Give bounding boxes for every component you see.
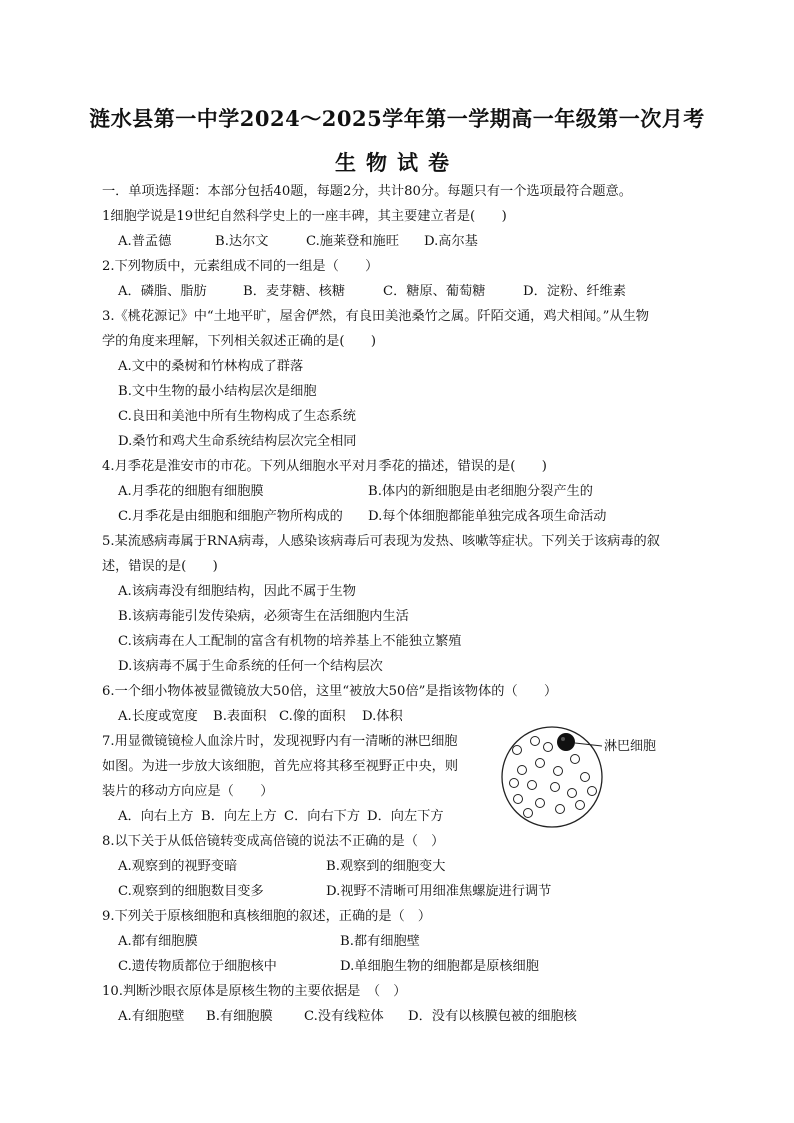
option: C.施莱登和施旺 xyxy=(306,234,399,249)
blood-cell xyxy=(571,755,580,764)
blood-cell xyxy=(554,767,563,776)
lymphocyte-texture xyxy=(561,737,565,741)
question-2-options xyxy=(118,283,626,301)
option: B.有细胞膜 xyxy=(206,1009,273,1024)
question-6-options xyxy=(118,708,403,726)
lymphocyte-cell xyxy=(557,733,575,751)
option: B.都有细胞壁 xyxy=(340,934,420,949)
question-7-stem-line-2: 如图。为进一步放大该细胞，首先应将其移至视野正中央，则 xyxy=(102,759,459,774)
question-9-stem: 9.下列关于原核细胞和真核细胞的叙述，正确的是（ ） xyxy=(102,909,432,924)
question-5-option-d: D.该病毒不属于生命系统的任何一个结构层次 xyxy=(118,659,383,674)
option: B.达尔文 xyxy=(215,234,269,249)
blood-cell xyxy=(576,801,585,810)
question-8-options-row-1 xyxy=(118,858,445,876)
option: C．向右下方 xyxy=(284,809,361,824)
option: D.体积 xyxy=(362,709,403,724)
question-3-option-b: B.文中生物的最小结构层次是细胞 xyxy=(118,384,317,399)
microscope-field-figure xyxy=(500,725,700,830)
question-5-option-c: C.该病毒在人工配制的富含有机物的培养基上不能独立繁殖 xyxy=(118,634,462,649)
question-4-options-row-1 xyxy=(118,483,593,501)
question-7-options xyxy=(118,808,444,826)
option: A.长度或宽度 xyxy=(118,709,198,724)
question-5-stem-line-1: 5.某流感病毒属于RNA病毒，人感染该病毒后可表现为发热、咳嗽等症状。下列关于该病毒的叙 xyxy=(102,534,660,549)
option: D.视野不清晰可用细准焦螺旋进行调节 xyxy=(326,884,552,899)
blood-cell xyxy=(518,766,527,775)
option: D.高尔基 xyxy=(424,234,478,249)
option: B.体内的新细胞是由老细胞分裂产生的 xyxy=(368,484,593,499)
question-3-option-a: A.文中的桑树和竹林构成了群落 xyxy=(118,359,304,374)
option: D．向左下方 xyxy=(367,809,444,824)
option: A．向右上方 xyxy=(118,809,194,824)
option: B．向左上方 xyxy=(201,809,277,824)
question-1-options xyxy=(118,233,478,251)
blood-cell xyxy=(510,779,519,788)
option: D．淀粉、纤维素 xyxy=(523,284,626,299)
option: A.普孟德 xyxy=(118,234,172,249)
option: B.观察到的细胞变大 xyxy=(326,859,446,874)
option: A.有细胞壁 xyxy=(118,1009,185,1024)
option: D.单细胞生物的细胞都是原核细胞 xyxy=(340,959,539,974)
option: C．糖原、葡萄糖 xyxy=(383,284,486,299)
option: B．麦芽糖、核糖 xyxy=(243,284,346,299)
question-9-options-row-1 xyxy=(118,933,420,951)
question-3-option-c: C.良田和美池中所有生物构成了生态系统 xyxy=(118,409,356,424)
option: C.遗传物质都位于细胞核中 xyxy=(118,959,277,974)
option: B.表面积 xyxy=(213,709,267,724)
question-3-stem-line-2: 学的角度来理解，下列相关叙述正确的是( ) xyxy=(102,334,377,349)
blood-cell xyxy=(528,781,537,790)
blood-cell xyxy=(544,743,553,752)
question-2-stem: 2.下列物质中，元素组成不同的一组是（ ） xyxy=(102,259,379,274)
question-10-stem: 10.判断沙眼衣原体是原核生物的主要依据是 （ ） xyxy=(102,984,407,999)
blood-cell xyxy=(588,787,597,796)
option: A.月季花的细胞有细胞膜 xyxy=(118,484,264,499)
question-7-stem-line-3: 装片的移动方向应是（ ） xyxy=(102,784,274,799)
question-6-stem: 6.一个细小物体被显微镜放大50倍，这里“被放大50倍”是指该物体的（ ） xyxy=(102,684,558,699)
option: C.没有线粒体 xyxy=(304,1009,384,1024)
blood-cell xyxy=(551,783,560,792)
option: C.像的面积 xyxy=(279,709,346,724)
question-8-options-row-2 xyxy=(118,883,551,901)
question-5-option-b: B.该病毒能引发传染病，必须寄生在活细胞内生活 xyxy=(118,609,409,624)
exam-title: 涟水县第一中学2024～2025学年第一学期高一年级第一次月考 xyxy=(89,106,705,131)
option: D.每个体细胞都能单独完成各项生命活动 xyxy=(368,509,607,524)
option: A．磷脂、脂肪 xyxy=(118,284,207,299)
blood-cell xyxy=(581,773,590,782)
blood-cell xyxy=(536,799,545,808)
option: C.观察到的细胞数目变多 xyxy=(118,884,264,899)
blood-cell xyxy=(524,809,533,818)
lymphocyte-label: 淋巴细胞 xyxy=(604,739,657,754)
question-8-stem: 8.以下关于从低倍镜转变成高倍镜的说法不正确的是（ ） xyxy=(102,834,445,849)
question-4-stem: 4.月季花是淮安市的市花。下列从细胞水平对月季花的描述，错误的是( ) xyxy=(102,459,547,474)
option: D．没有以核膜包被的细胞核 xyxy=(408,1009,577,1024)
question-5-stem-line-2: 述，错误的是( ) xyxy=(102,559,218,574)
question-3-stem-line-1: 3.《桃花源记》中“土地平旷，屋舍俨然，有良田美池桑竹之属。阡陌交通，鸡犬相闻。”从生物 xyxy=(102,309,649,324)
question-9-options-row-2 xyxy=(118,958,539,976)
exam-subtitle: 生物试卷 xyxy=(335,150,459,175)
blood-cell xyxy=(531,737,540,746)
question-10-options xyxy=(118,1008,577,1026)
question-1-stem: 1细胞学说是19世纪自然科学史上的一座丰碑，其主要建立者是( ) xyxy=(102,209,507,224)
blood-cell xyxy=(513,746,522,755)
option: C.月季花是由细胞和细胞产物所构成的 xyxy=(118,509,343,524)
blood-cell xyxy=(556,805,565,814)
option: A.都有细胞膜 xyxy=(118,934,198,949)
question-7-stem-line-1: 7.用显微镜镜检人血涂片时，发现视野内有一清晰的淋巴细胞 xyxy=(102,734,458,749)
microscope-field-svg xyxy=(500,725,700,830)
option: A.观察到的视野变暗 xyxy=(118,859,238,874)
question-3-option-d: D.桑竹和鸡犬生命系统结构层次完全相同 xyxy=(118,434,357,449)
blood-cell xyxy=(568,789,577,798)
blood-cell xyxy=(514,795,523,804)
question-4-options-row-2 xyxy=(118,508,606,526)
question-5-option-a: A.该病毒没有细胞结构，因此不属于生物 xyxy=(118,584,356,599)
blood-cell xyxy=(536,759,545,768)
section-header: 一．单项选择题：本部分包括40题，每题2分，共计80分。每题只有一个选项最符合题意。 xyxy=(102,184,632,199)
